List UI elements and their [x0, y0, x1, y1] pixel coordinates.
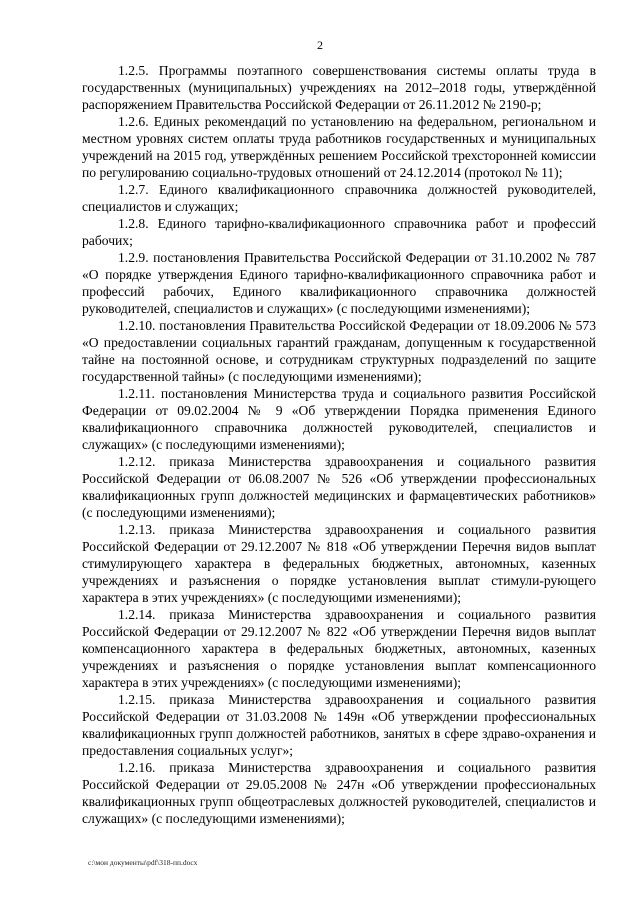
page-number: 2: [317, 38, 323, 52]
paragraph-1-2-10: 1.2.10. постановления Правительства Российской Федерации от 18.09.2006 № 573 «О предоставлении социальных гарантий гражданам, допущенным к государственной тайне на постоянной основе, и сотрудникам структурных подразделений по защите государственной тайны» (с последующими изменениями);: [82, 318, 596, 384]
footer-file-path: c:\мои документы\pdf\318-пп.docx: [88, 858, 198, 867]
paragraph-1-2-7: 1.2.7. Единого квалификационного справочника должностей руководителей, специалистов и служащих;: [82, 182, 596, 214]
paragraph-1-2-15: 1.2.15. приказа Министерства здравоохранения и социального развития Российской Федерации от 31.03.2008 № 149н «Об утверждении профессиональных квалификационных групп должностей работников, занятых в сфере здраво-охранения и предоставления социальных услуг»;: [82, 692, 596, 758]
document-body: [82, 62, 596, 827]
paragraph-1-2-5: 1.2.5. Программы поэтапного совершенствования системы оплаты труда в государственных (муниципальных) учреждениях на 2012–2018 годы, утверждённой распоряжением Правительства Российской Федерации от 26.11.2012 № 2190-р;: [82, 63, 596, 112]
paragraph-1-2-13: 1.2.13. приказа Министерства здравоохранения и социального развития Российской Федерации от 29.12.2007 № 818 «Об утверждении Перечня видов выплат стимулирующего характера в федеральных бюджетных, автономных, казенных учреждениях и разъяснения о порядке установления выплат стимули-рующего характера в этих учреждениях» (с последующими изменениями);: [82, 522, 596, 605]
paragraph-1-2-6: 1.2.6. Единых рекомендаций по установлению на федеральном, региональном и местном уровнях систем оплаты труда работников государственных и муниципальных учреждений на 2015 год, утверждённых решением Российской трехсторонней комиссии по регулированию социально-трудовых отношений от 24.12.2014 (протокол № 11);: [82, 114, 596, 180]
paragraph-1-2-16: 1.2.16. приказа Министерства здравоохранения и социального развития Российской Федерации от 29.05.2008 № 247н «Об утверждении профессиональных квалификационных групп общеотраслевых должностей руководителей, специалистов и служащих» (с последующими изменениями);: [82, 760, 596, 826]
paragraph-1-2-11: 1.2.11. постановления Министерства труда и социального развития Российской Федерации от 09.02.2004 № 9 «Об утверждении Порядка применения Единого квалификационного справочника должностей руководителей, специалистов и служащих» (с последующими изменениями);: [82, 386, 596, 452]
paragraph-1-2-14: 1.2.14. приказа Министерства здравоохранения и социального развития Российской Федерации от 29.12.2007 № 822 «Об утверждении Перечня видов выплат компенсационного характера в федеральных бюджетных, автономных, казенных учреждениях и разъяснения о порядке установления выплат компенсационного характера в этих учреждениях» (с последующими изменениями);: [82, 607, 596, 690]
paragraph-1-2-8: 1.2.8. Единого тарифно-квалификационного справочника работ и профессий рабочих;: [82, 216, 596, 248]
paragraph-1-2-9: 1.2.9. постановления Правительства Российской Федерации от 31.10.2002 № 787 «О порядке утверждения Единого тарифно-квалификационного справочника работ и профессий рабочих, Единого квалификационного справочника должностей руководителей, специалистов и служащих» (с последующими изменениями);: [82, 250, 596, 316]
paragraph-1-2-12: 1.2.12. приказа Министерства здравоохранения и социального развития Российской Федерации от 06.08.2007 № 526 «Об утверждении профессиональных квалификационных групп должностей медицинских и фармацевтических работников» (с последующими изменениями);: [82, 454, 596, 520]
